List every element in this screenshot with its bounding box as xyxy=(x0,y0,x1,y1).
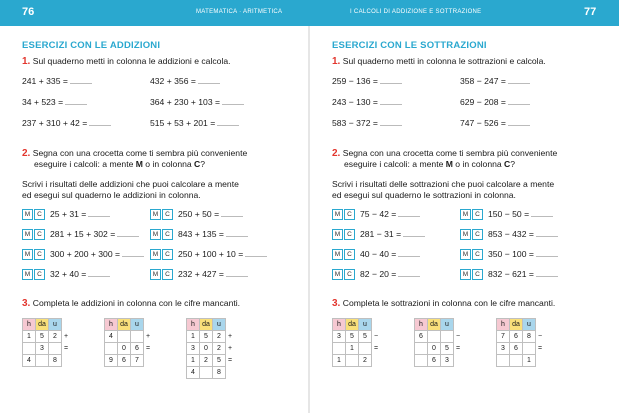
exercise-1-instruction xyxy=(332,56,546,67)
mental-checkbox[interactable]: M xyxy=(22,229,33,240)
mental-checkbox[interactable]: M xyxy=(150,229,161,240)
operation-text: 250 + 50 = xyxy=(178,209,220,219)
operation-text: 25 + 31 = xyxy=(50,209,87,219)
mc-checkboxes xyxy=(460,269,484,280)
answer-blank[interactable] xyxy=(221,209,243,217)
exercise-2-operation xyxy=(150,229,248,240)
operator-sign: = xyxy=(227,357,233,364)
digit-cell[interactable]: 1 xyxy=(23,331,36,343)
digit-cell[interactable] xyxy=(105,343,118,355)
grid-spacer xyxy=(144,319,153,331)
answer-blank[interactable] xyxy=(380,97,402,105)
digit-cell[interactable] xyxy=(49,343,62,355)
mc-checkboxes xyxy=(150,209,174,220)
instruction-fragment: C xyxy=(504,159,511,169)
operation-text: 243 − 130 = xyxy=(332,97,378,107)
grid-header-cell: da xyxy=(428,319,441,331)
header-bar xyxy=(0,0,619,26)
mental-checkbox[interactable]: M xyxy=(150,209,161,220)
grid-spacer xyxy=(226,319,235,331)
mental-checkbox[interactable]: M xyxy=(22,269,33,280)
operation-text: 583 − 372 = xyxy=(332,118,378,128)
digit-cell[interactable]: 3 xyxy=(333,331,346,343)
instruction-fragment: M xyxy=(135,159,143,169)
digit-cell[interactable]: 9 xyxy=(105,355,118,367)
exercise-2-operation xyxy=(332,249,420,260)
operation-text: 150 − 50 = xyxy=(488,209,530,219)
mental-checkbox[interactable]: M xyxy=(460,269,471,280)
operator-sign: + xyxy=(227,333,233,340)
operator-sign: + xyxy=(145,333,151,340)
answer-blank[interactable] xyxy=(380,76,402,84)
digit-cell[interactable]: 5 xyxy=(441,343,454,355)
exercise-2-instruction xyxy=(22,148,247,159)
answer-blank[interactable] xyxy=(536,229,558,237)
answer-blank[interactable] xyxy=(226,229,248,237)
digit-cell[interactable] xyxy=(510,355,523,367)
answer-blank[interactable] xyxy=(536,249,558,257)
column-checkbox[interactable]: C xyxy=(34,229,45,240)
exercise-2-text-a: Segna con una crocetta come ti sembra più conveniente xyxy=(342,148,558,158)
operator-sign xyxy=(226,367,235,379)
operation-text: 40 − 40 = xyxy=(360,249,397,259)
instruction-fragment: M xyxy=(445,159,453,169)
digit-cell[interactable] xyxy=(497,355,510,367)
digit-cell[interactable]: 6 xyxy=(118,355,131,367)
mc-checkboxes xyxy=(150,269,174,280)
grid-header-cell: u xyxy=(441,319,454,331)
grid-spacer xyxy=(536,319,545,331)
answer-blank[interactable] xyxy=(380,118,402,126)
mc-checkboxes xyxy=(150,249,174,260)
operation-text: 232 + 427 = xyxy=(178,269,224,279)
exercise-2-instruction-b xyxy=(344,159,515,169)
digit-cell[interactable]: 1 xyxy=(333,355,346,367)
exercise-2-number: 2. xyxy=(332,148,341,159)
answer-blank[interactable] xyxy=(88,269,110,277)
digit-cell[interactable]: 1 xyxy=(187,331,200,343)
column-checkbox[interactable]: C xyxy=(34,209,45,220)
exercise-1-number: 1. xyxy=(22,56,31,67)
operation-text: 259 − 136 = xyxy=(332,76,378,86)
answer-blank[interactable] xyxy=(89,118,111,126)
column-checkbox[interactable]: C xyxy=(344,249,355,260)
digit-cell[interactable] xyxy=(415,355,428,367)
mental-checkbox[interactable]: M xyxy=(460,249,471,260)
mc-checkboxes xyxy=(332,269,356,280)
instruction-fragment: eseguire i calcoli: a mente xyxy=(34,159,136,169)
operation-text: 32 + 40 = xyxy=(50,269,87,279)
digit-cell[interactable]: 0 xyxy=(118,343,131,355)
answer-blank[interactable] xyxy=(122,249,144,257)
operator-sign: = xyxy=(145,345,151,352)
exercise-1-operation xyxy=(22,76,92,86)
grid-spacer xyxy=(372,319,381,331)
left-running-title: MATEMATICA · ARITMETICA xyxy=(196,9,283,15)
digit-cell[interactable]: 2 xyxy=(213,343,226,355)
mental-checkbox[interactable]: M xyxy=(460,209,471,220)
operator-sign: = xyxy=(455,345,461,352)
mental-checkbox[interactable]: M xyxy=(460,229,471,240)
answer-blank[interactable] xyxy=(403,229,425,237)
operation-text: 832 − 621 = xyxy=(488,269,534,279)
column-grid xyxy=(22,318,71,367)
column-checkbox[interactable]: C xyxy=(162,249,173,260)
column-checkbox[interactable]: C xyxy=(34,249,45,260)
answer-blank[interactable] xyxy=(398,249,420,257)
operator-sign xyxy=(454,355,463,367)
digit-cell[interactable] xyxy=(200,367,213,379)
operation-text: 843 + 135 = xyxy=(178,229,224,239)
operator-sign: = xyxy=(373,345,379,352)
digit-cell[interactable] xyxy=(36,355,49,367)
exercise-1-instruction xyxy=(22,56,231,67)
digit-cell[interactable]: 3 xyxy=(36,343,49,355)
mental-checkbox[interactable]: M xyxy=(22,249,33,260)
operation-text: 34 + 523 = xyxy=(22,97,64,107)
exercise-1-number: 1. xyxy=(332,56,341,67)
grid-header-cell: u xyxy=(49,319,62,331)
digit-cell[interactable] xyxy=(118,331,131,343)
grid-header-cell: u xyxy=(523,319,536,331)
column-checkbox[interactable]: C xyxy=(472,269,483,280)
answer-blank[interactable] xyxy=(198,76,220,84)
column-grid xyxy=(104,318,153,367)
digit-cell[interactable]: 6 xyxy=(415,331,428,343)
right-running-title: I CALCOLI DI ADDIZIONE E SOTTRAZIONE xyxy=(350,9,482,15)
operation-text: 75 − 42 = xyxy=(360,209,397,219)
digit-cell[interactable]: 8 xyxy=(49,355,62,367)
exercise-2-operation xyxy=(460,229,558,240)
mental-checkbox[interactable]: M xyxy=(150,269,161,280)
exercise-2-paragraph-a: Scrivi i risultati delle sottrazioni che puoi calcolare a mente xyxy=(332,179,555,189)
grid-header-cell: u xyxy=(131,319,144,331)
right-page-number: 77 xyxy=(584,6,597,18)
exercise-1-operation xyxy=(150,97,244,107)
digit-cell[interactable]: 5 xyxy=(346,331,359,343)
instruction-fragment: ? xyxy=(200,159,206,169)
column-checkbox[interactable]: C xyxy=(34,269,45,280)
operation-text: 364 + 230 + 103 = xyxy=(150,97,221,107)
exercise-3-text: Completa le addizioni in colonna con le cifre mancanti. xyxy=(32,298,241,308)
answer-blank[interactable] xyxy=(222,97,244,105)
digit-cell[interactable] xyxy=(346,355,359,367)
digit-cell[interactable]: 2 xyxy=(49,331,62,343)
digit-cell[interactable]: 8 xyxy=(523,331,536,343)
answer-blank[interactable] xyxy=(226,269,248,277)
exercise-1-text: Sul quaderno metti in colonna le addizioni e calcola. xyxy=(32,56,231,66)
exercise-3-number: 3. xyxy=(22,298,31,309)
digit-cell[interactable]: 5 xyxy=(36,331,49,343)
digit-cell[interactable]: 6 xyxy=(131,343,144,355)
mc-checkboxes xyxy=(22,269,46,280)
exercise-1-operation xyxy=(22,97,87,107)
mc-checkboxes xyxy=(22,209,46,220)
digit-cell[interactable]: 2 xyxy=(213,331,226,343)
exercise-1-operation xyxy=(460,76,530,86)
right-page xyxy=(310,26,619,413)
grid-header-cell: da xyxy=(118,319,131,331)
column-checkbox[interactable]: C xyxy=(162,209,173,220)
column-checkbox[interactable]: C xyxy=(344,229,355,240)
answer-blank[interactable] xyxy=(88,209,110,217)
exercise-1-operation xyxy=(22,118,111,128)
answer-blank[interactable] xyxy=(217,118,239,126)
exercise-2-operation xyxy=(460,269,558,280)
digit-cell[interactable]: 1 xyxy=(187,355,200,367)
digit-cell[interactable] xyxy=(359,343,372,355)
answer-blank[interactable] xyxy=(398,269,420,277)
mc-checkboxes xyxy=(150,229,174,240)
exercise-1-operation xyxy=(150,76,220,86)
digit-cell[interactable] xyxy=(441,331,454,343)
grid-header-cell: h xyxy=(497,319,510,331)
mc-checkboxes xyxy=(460,209,484,220)
grid-header-cell: h xyxy=(415,319,428,331)
digit-cell[interactable]: 6 xyxy=(510,331,523,343)
column-grid xyxy=(186,318,235,379)
exercise-1-operation xyxy=(150,118,239,128)
exercise-2-operation xyxy=(22,249,144,260)
operation-text: 281 + 15 + 302 = xyxy=(50,229,116,239)
mental-checkbox[interactable]: M xyxy=(332,229,343,240)
instruction-fragment: ? xyxy=(510,159,516,169)
operator-sign: = xyxy=(537,345,543,352)
column-grid xyxy=(496,318,545,367)
digit-cell[interactable]: 3 xyxy=(187,343,200,355)
exercise-3-instruction xyxy=(332,298,555,309)
column-grid xyxy=(414,318,463,367)
digit-cell[interactable] xyxy=(428,331,441,343)
digit-cell[interactable] xyxy=(23,343,36,355)
column-checkbox[interactable]: C xyxy=(344,269,355,280)
answer-blank[interactable] xyxy=(70,76,92,84)
operator-sign xyxy=(144,355,153,367)
operation-text: 747 − 526 = xyxy=(460,118,506,128)
mc-checkboxes xyxy=(22,249,46,260)
exercise-3-instruction xyxy=(22,298,240,309)
exercise-1-text: Sul quaderno metti in colonna le sottrazioni e calcola. xyxy=(342,56,546,66)
operation-text: 82 − 20 = xyxy=(360,269,397,279)
digit-cell[interactable]: 6 xyxy=(428,355,441,367)
answer-blank[interactable] xyxy=(531,209,553,217)
operation-text: 237 + 310 + 42 = xyxy=(22,118,88,128)
operator-sign xyxy=(536,355,545,367)
exercise-2-instruction xyxy=(332,148,557,159)
mental-checkbox[interactable]: M xyxy=(332,209,343,220)
digit-cell[interactable]: 5 xyxy=(213,355,226,367)
digit-cell[interactable] xyxy=(333,343,346,355)
digit-cell[interactable]: 4 xyxy=(23,355,36,367)
digit-cell[interactable] xyxy=(415,343,428,355)
left-page xyxy=(0,26,309,413)
column-checkbox[interactable]: C xyxy=(472,229,483,240)
exercise-1-operation xyxy=(332,118,402,128)
column-checkbox[interactable]: C xyxy=(472,249,483,260)
operation-text: 358 − 247 = xyxy=(460,76,506,86)
digit-cell[interactable]: 1 xyxy=(523,355,536,367)
operator-sign: − xyxy=(373,333,379,340)
digit-cell[interactable]: 4 xyxy=(105,331,118,343)
exercise-3-text: Completa le sottrazioni in colonna con le cifre mancanti. xyxy=(342,298,556,308)
exercise-2-number: 2. xyxy=(22,148,31,159)
grid-header-cell: da xyxy=(200,319,213,331)
operator-sign xyxy=(62,355,71,367)
operator-sign: − xyxy=(455,333,461,340)
instruction-fragment: o in colonna xyxy=(452,159,505,169)
digit-cell[interactable]: 2 xyxy=(359,355,372,367)
column-grid xyxy=(332,318,381,367)
grid-header-cell: u xyxy=(213,319,226,331)
exercise-1-operation xyxy=(460,97,530,107)
mental-checkbox[interactable]: M xyxy=(150,249,161,260)
grid-header-cell: da xyxy=(510,319,523,331)
grid-spacer xyxy=(454,319,463,331)
column-checkbox[interactable]: C xyxy=(162,229,173,240)
digit-cell[interactable] xyxy=(523,343,536,355)
mc-checkboxes xyxy=(332,229,356,240)
digit-cell[interactable]: 5 xyxy=(200,331,213,343)
operator-sign: − xyxy=(537,333,543,340)
exercise-2-text-a: Segna con una crocetta come ti sembra più conveniente xyxy=(32,148,248,158)
operator-sign xyxy=(372,355,381,367)
mental-checkbox[interactable]: M xyxy=(22,209,33,220)
digit-cell[interactable]: 2 xyxy=(200,355,213,367)
operator-sign: + xyxy=(63,333,69,340)
left-page-number: 76 xyxy=(22,6,35,18)
digit-cell[interactable]: 6 xyxy=(510,343,523,355)
exercise-2-paragraph-b: ed esegui sul quaderno le addizioni in colonna. xyxy=(22,190,201,200)
column-checkbox[interactable]: C xyxy=(344,209,355,220)
operation-text: 515 + 53 + 201 = xyxy=(150,118,216,128)
digit-cell[interactable] xyxy=(131,331,144,343)
answer-blank[interactable] xyxy=(117,229,139,237)
exercise-2-paragraph-a: Scrivi i risultati delle addizioni che puoi calcolare a mente xyxy=(22,179,239,189)
operation-text: 629 − 208 = xyxy=(460,97,506,107)
section-title: ESERCIZI CON LE ADDIZIONI xyxy=(22,40,161,51)
exercise-2-operation xyxy=(22,209,110,220)
exercise-2-operation xyxy=(332,229,425,240)
operation-text: 432 + 356 = xyxy=(150,76,196,86)
operation-text: 281 − 31 = xyxy=(360,229,402,239)
exercise-1-operation xyxy=(460,118,530,128)
answer-blank[interactable] xyxy=(536,269,558,277)
instruction-fragment: eseguire i calcoli: a mente xyxy=(344,159,446,169)
digit-cell[interactable]: 8 xyxy=(213,367,226,379)
answer-blank[interactable] xyxy=(508,76,530,84)
digit-cell[interactable]: 3 xyxy=(497,343,510,355)
digit-cell[interactable]: 3 xyxy=(441,355,454,367)
mc-checkboxes xyxy=(332,249,356,260)
mental-checkbox[interactable]: M xyxy=(332,269,343,280)
exercise-2-operation xyxy=(460,249,558,260)
instruction-fragment: o in colonna xyxy=(142,159,195,169)
mc-checkboxes xyxy=(460,249,484,260)
mental-checkbox[interactable]: M xyxy=(332,249,343,260)
exercise-2-operation xyxy=(332,209,420,220)
grid-header-cell: h xyxy=(105,319,118,331)
answer-blank[interactable] xyxy=(245,249,267,257)
exercise-2-instruction-b xyxy=(34,159,205,169)
exercise-2-operation xyxy=(150,209,243,220)
exercise-2-operation xyxy=(460,209,553,220)
grid-header-cell: da xyxy=(346,319,359,331)
exercise-2-operation xyxy=(150,269,248,280)
column-checkbox[interactable]: C xyxy=(162,269,173,280)
exercise-3-number: 3. xyxy=(332,298,341,309)
grid-header-cell: h xyxy=(23,319,36,331)
grid-header-cell: h xyxy=(187,319,200,331)
exercise-1-operation xyxy=(332,76,402,86)
answer-blank[interactable] xyxy=(398,209,420,217)
exercise-1-operation xyxy=(332,97,402,107)
operation-text: 250 + 100 + 10 = xyxy=(178,249,244,259)
operation-text: 241 + 335 = xyxy=(22,76,68,86)
operation-text: 350 − 100 = xyxy=(488,249,534,259)
operation-text: 853 − 432 = xyxy=(488,229,534,239)
answer-blank[interactable] xyxy=(508,118,530,126)
exercise-2-operation xyxy=(150,249,267,260)
operator-sign: + xyxy=(227,345,233,352)
mc-checkboxes xyxy=(332,209,356,220)
grid-header-cell: u xyxy=(359,319,372,331)
mc-checkboxes xyxy=(460,229,484,240)
exercise-2-operation xyxy=(22,269,110,280)
operator-sign: = xyxy=(63,345,69,352)
digit-cell[interactable]: 1 xyxy=(346,343,359,355)
mc-checkboxes xyxy=(22,229,46,240)
digit-cell[interactable]: 7 xyxy=(131,355,144,367)
digit-cell[interactable]: 7 xyxy=(497,331,510,343)
answer-blank[interactable] xyxy=(508,97,530,105)
exercise-2-operation xyxy=(22,229,139,240)
grid-header-cell: h xyxy=(333,319,346,331)
grid-header-cell: da xyxy=(36,319,49,331)
grid-spacer xyxy=(62,319,71,331)
section-title: ESERCIZI CON LE SOTTRAZIONI xyxy=(332,40,487,51)
exercise-2-operation xyxy=(332,269,420,280)
instruction-fragment: C xyxy=(194,159,201,169)
digit-cell[interactable]: 0 xyxy=(200,343,213,355)
answer-blank[interactable] xyxy=(65,97,87,105)
exercise-2-paragraph-b: ed esegui sul quaderno le sottrazioni in colonna. xyxy=(332,190,516,200)
digit-cell[interactable]: 5 xyxy=(359,331,372,343)
digit-cell[interactable]: 0 xyxy=(428,343,441,355)
column-checkbox[interactable]: C xyxy=(472,209,483,220)
digit-cell[interactable]: 4 xyxy=(187,367,200,379)
operation-text: 300 + 200 + 300 = xyxy=(50,249,121,259)
